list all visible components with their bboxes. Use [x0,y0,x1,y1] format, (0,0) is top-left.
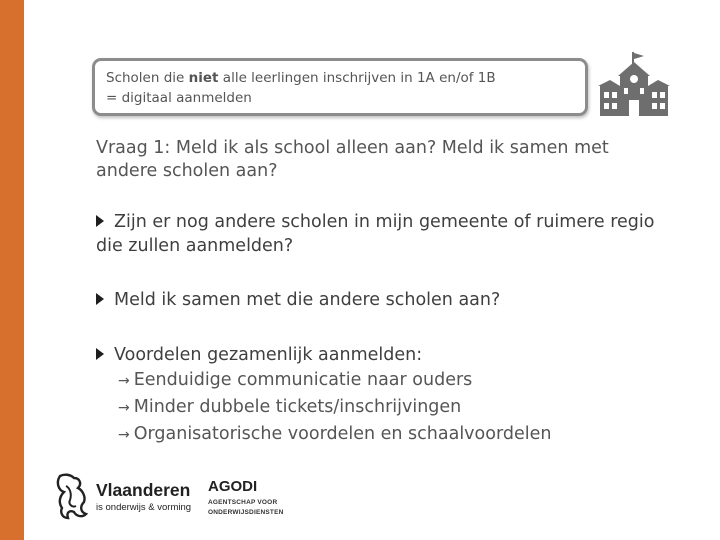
agodi-subtitle-line: ONDERWIJSDIENSTEN [208,509,284,516]
sub-item-text: Minder dubbele tickets/inschrijvingen [133,397,462,417]
sub-item [118,422,551,447]
bullet-item [96,210,676,258]
triangle-bullet-icon [96,215,104,227]
bullet-text: Zijn er nog andere scholen in mijn gemeente of ruimere regio die zullen aanmelden? [96,212,655,256]
header-text-post: alle leerlingen inschrijven in 1A en/of 1B [218,70,496,86]
triangle-bullet-icon [96,348,104,360]
sub-item [118,368,472,393]
agodi-logo-title: AGODI [208,478,258,495]
flemish-lion-icon [52,472,92,522]
sub-item-text: Eenduidige communicatie naar ouders [133,370,473,390]
header-text-bold: niet [188,70,219,86]
triangle-bullet-icon [96,293,104,305]
header-text-pre: Scholen die [106,70,189,86]
sub-item [118,395,461,420]
agodi-subtitle-line: AGENTSCHAP VOOR [208,499,278,506]
arrow-icon: → [118,427,130,443]
vlaanderen-logo-subtitle: is onderwijs & vorming [96,502,192,513]
bullet-text: Meld ik samen met die andere scholen aan? [114,290,501,310]
header-line-2: = digitaal aanmelden [106,90,252,106]
accent-bar [0,0,24,540]
arrow-icon: → [118,373,130,389]
vlaanderen-logo-title: Vlaanderen [96,480,191,500]
arrow-icon: → [118,400,130,416]
bullet-item [96,288,676,312]
question-heading: Vraag 1: Meld ik als school alleen aan? Meld ik samen met andere scholen aan? [96,138,609,181]
sub-item-text: Organisatorische voordelen en schaalvoordelen [133,424,552,444]
header-line-1 [106,68,575,88]
header-box [92,58,588,116]
school-building-icon [596,52,672,116]
agodi-logo-subtitle [208,498,298,518]
bullet-text: Voordelen gezamenlijk aanmelden: [114,345,423,365]
bullet-item [96,343,676,367]
